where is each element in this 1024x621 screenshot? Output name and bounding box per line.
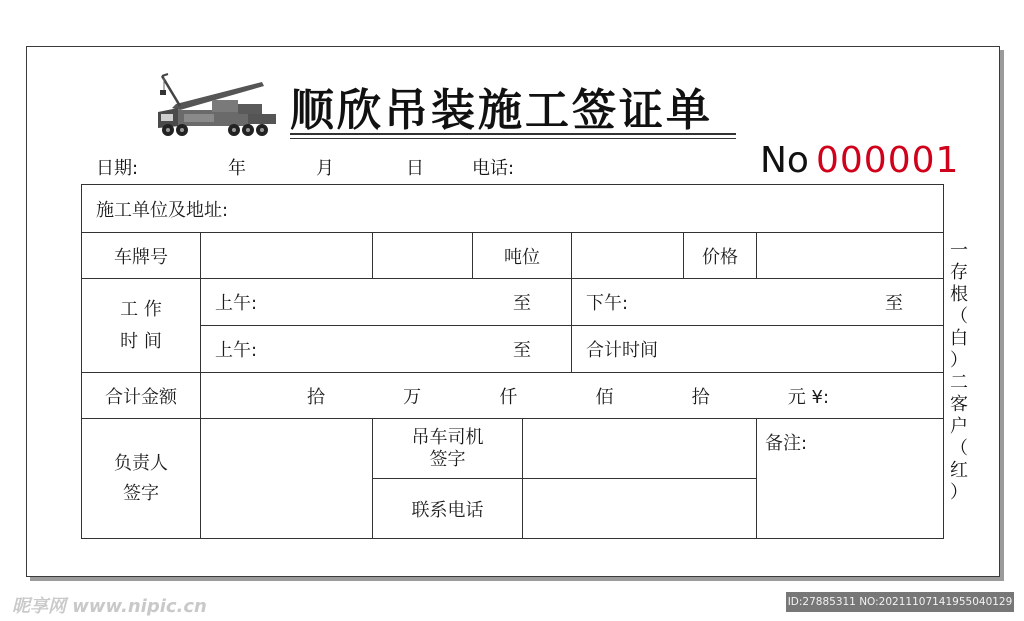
crane-driver-label: 吊车司机 签字 <box>373 419 523 479</box>
price-label: 价格 <box>684 233 757 279</box>
copy-note: 一 存 根 （ 白 ） 二 客 户 （ 红 ） <box>950 240 968 503</box>
form-table <box>81 184 944 539</box>
title-underline-thin <box>290 138 736 139</box>
contact-phone-input[interactable] <box>523 479 757 539</box>
crane-truck-icon <box>152 70 282 140</box>
phone-label: 电话: <box>472 158 515 179</box>
am-time-field-2[interactable]: 上午: 至 <box>201 326 572 373</box>
tonnage-input[interactable] <box>572 233 684 279</box>
day-label: 日 <box>406 158 424 179</box>
total-amount-label: 合计金额 <box>82 373 201 419</box>
serial-number: 000001 <box>816 140 960 181</box>
serial-label: No <box>760 140 809 181</box>
month-label: 月 <box>316 158 334 179</box>
date-label: 日期: <box>96 158 139 179</box>
tonnage-label: 吨位 <box>473 233 572 279</box>
plate-input-2[interactable] <box>373 233 473 279</box>
price-input[interactable] <box>757 233 944 279</box>
watermark-id: ID:27885311 NO:20211107141955040129 <box>786 592 1014 612</box>
year-label: 年 <box>228 158 246 179</box>
watermark-logo: 昵享网 www.nipic.cn <box>12 596 207 617</box>
form-title: 顺欣吊装施工签证单 <box>290 85 713 136</box>
responsible-signature-label: 负责人 签字 <box>82 419 201 539</box>
remark-field[interactable]: 备注: <box>757 419 944 539</box>
work-time-label: 工 作 时 间 <box>82 279 201 373</box>
pm-time-field[interactable]: 下午: 至 <box>572 279 944 326</box>
total-time-field[interactable]: 合计时间 <box>572 326 944 373</box>
plate-label: 车牌号 <box>82 233 201 279</box>
contact-phone-label: 联系电话 <box>373 479 523 539</box>
crane-driver-input[interactable] <box>523 419 757 479</box>
responsible-signature-input[interactable] <box>201 419 373 539</box>
unit-address-field[interactable]: 施工单位及地址: <box>82 185 944 233</box>
am-time-field-1[interactable]: 上午: 至 <box>201 279 572 326</box>
title-underline <box>290 133 736 135</box>
total-amount-field[interactable]: 拾 万 仟 佰 拾 元 ¥: <box>201 373 944 419</box>
plate-input[interactable] <box>201 233 373 279</box>
